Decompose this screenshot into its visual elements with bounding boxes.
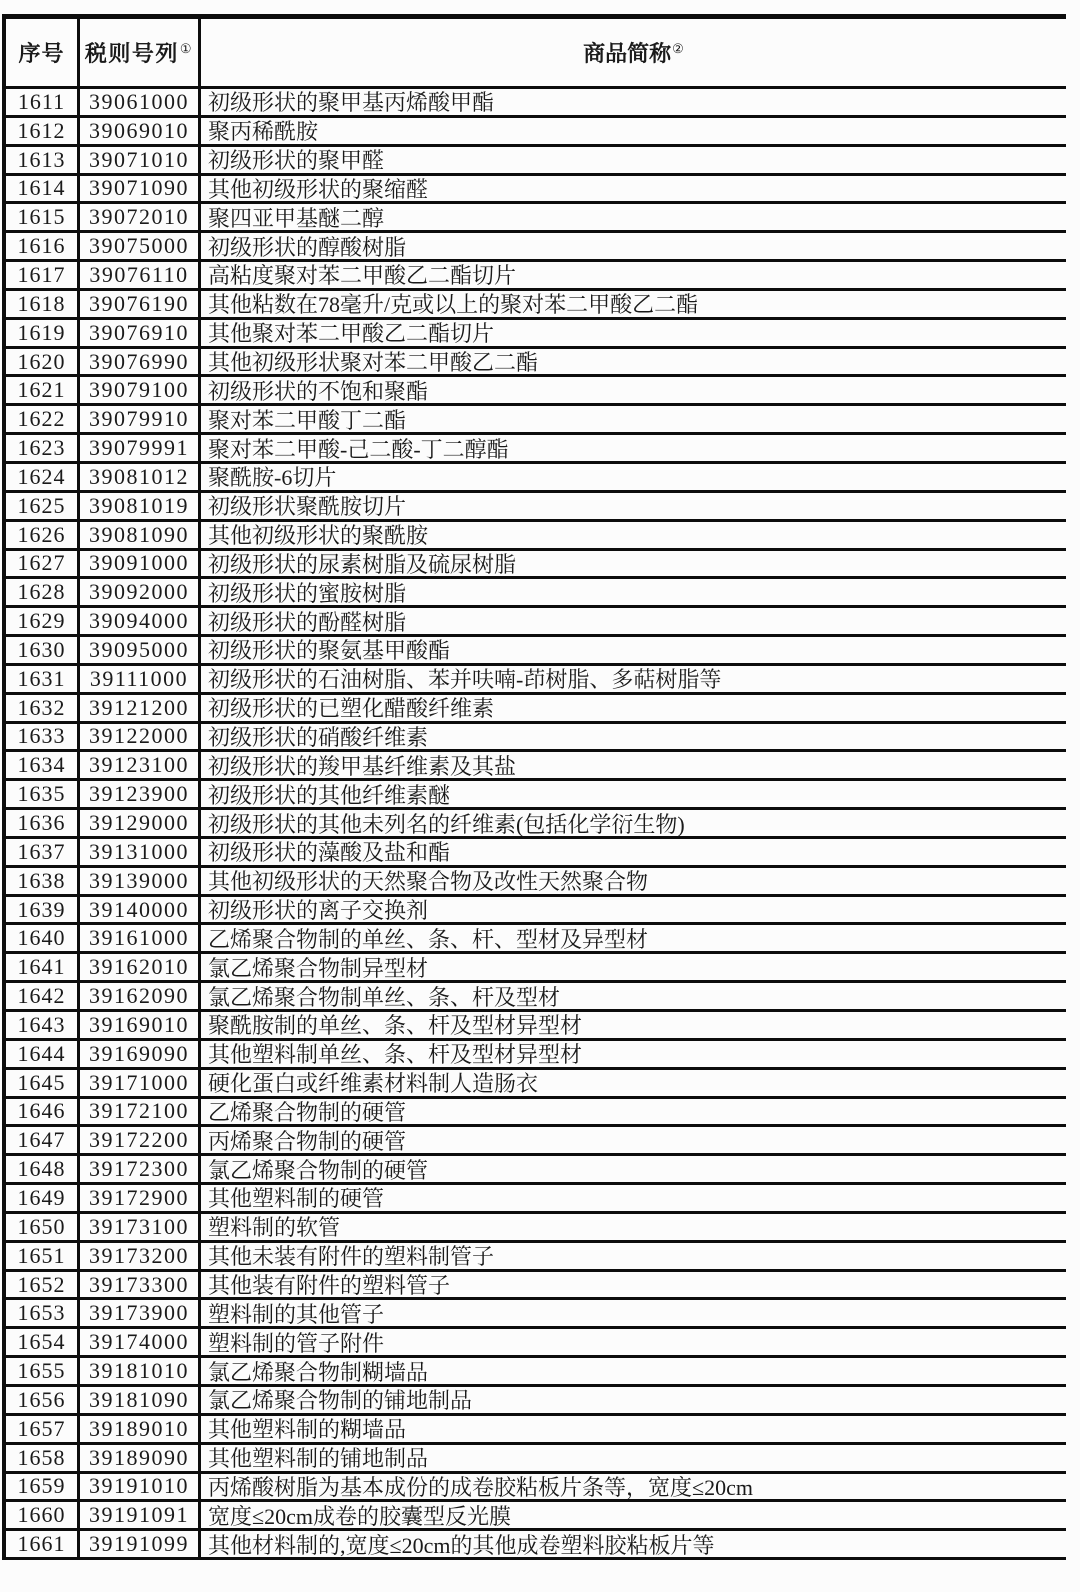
row-code: 39174000 xyxy=(80,1329,201,1355)
table-row xyxy=(6,666,1066,695)
row-code: 39079910 xyxy=(80,406,201,432)
row-no: 1624 xyxy=(6,464,80,490)
row-name: 其他塑料制单丝、条、杆及型材异型材 xyxy=(208,1042,583,1067)
row-code: 39081019 xyxy=(80,493,201,519)
table-row xyxy=(6,579,1066,608)
row-no: 1643 xyxy=(6,1012,80,1038)
row-code: 39181010 xyxy=(80,1358,201,1384)
table-row xyxy=(6,291,1066,320)
table-row xyxy=(6,1070,1066,1099)
row-name: 初级形状的其他未列名的纤维素(包括化学衍生物) xyxy=(208,811,685,836)
row-name: 宽度≤20cm成卷的胶囊型反光膜 xyxy=(208,1503,511,1529)
table-row xyxy=(6,897,1066,926)
row-code: 39123900 xyxy=(80,781,201,807)
row-name: 初级形状的石油树脂、苯并呋喃-茚树脂、多萜树脂等 xyxy=(208,667,722,692)
table-row xyxy=(6,1012,1066,1041)
row-name: 其他粘数在78毫升/克或以上的聚对苯二甲酸乙二酯 xyxy=(208,292,699,317)
table-row xyxy=(6,377,1066,406)
row-code: 39172900 xyxy=(80,1185,201,1211)
row-no: 1627 xyxy=(6,551,80,577)
row-no: 1659 xyxy=(6,1474,80,1500)
row-name: 初级形状的不饱和聚酯 xyxy=(208,378,429,404)
row-code: 39081012 xyxy=(80,464,201,490)
table-body xyxy=(6,89,1066,1560)
row-no: 1634 xyxy=(6,752,80,778)
row-name: 聚对苯二甲酸丁二酯 xyxy=(208,407,407,433)
table-row xyxy=(6,493,1066,522)
row-code: 39181090 xyxy=(80,1387,201,1413)
table-row xyxy=(6,1127,1066,1156)
row-code: 39076990 xyxy=(80,349,201,375)
table-row xyxy=(6,1300,1066,1329)
row-no: 1649 xyxy=(6,1185,80,1211)
row-name: 初级形状聚酰胺切片 xyxy=(208,494,407,519)
row-no: 1638 xyxy=(6,868,80,894)
header-product-name-label: 商品简称 xyxy=(583,41,672,66)
table-row xyxy=(6,1041,1066,1070)
table-row xyxy=(6,781,1066,810)
row-code: 39076910 xyxy=(80,320,201,346)
table-row xyxy=(6,176,1066,205)
row-name: 氯乙烯聚合物制异型材 xyxy=(208,955,429,981)
table-row xyxy=(6,1185,1066,1214)
row-no: 1615 xyxy=(6,204,80,230)
row-code: 39162090 xyxy=(80,983,201,1009)
row-no: 1628 xyxy=(6,579,80,605)
row-code: 39140000 xyxy=(80,897,201,923)
row-name: 氯乙烯聚合物制的硬管 xyxy=(208,1157,429,1183)
row-name: 硬化蛋白或纤维素材料制人造肠衣 xyxy=(208,1071,539,1096)
row-name: 初级形状的蜜胺树脂 xyxy=(208,580,407,606)
row-no: 1613 xyxy=(6,147,80,173)
row-code: 39189090 xyxy=(80,1445,201,1471)
row-no: 1646 xyxy=(6,1099,80,1125)
row-name: 乙烯聚合物制的单丝、条、杆、型材及异型材 xyxy=(208,926,649,952)
table-row xyxy=(6,608,1066,637)
row-name: 初级形状的离子交换剂 xyxy=(208,898,429,923)
table-row xyxy=(6,435,1066,464)
row-no: 1616 xyxy=(6,233,80,259)
row-name: 初级形状的其他纤维素醚 xyxy=(208,782,451,808)
table-row xyxy=(6,868,1066,897)
row-name: 其他初级形状的聚缩醛 xyxy=(208,176,429,202)
table-row xyxy=(6,551,1066,580)
header-tariff-code xyxy=(80,19,201,86)
row-no: 1657 xyxy=(6,1416,80,1442)
row-code: 39169090 xyxy=(80,1041,201,1067)
row-name: 其他塑料制的硬管 xyxy=(208,1186,385,1211)
row-no: 1625 xyxy=(6,493,80,519)
row-code: 39076190 xyxy=(80,291,201,317)
row-name: 初级形状的聚甲醛 xyxy=(208,148,385,173)
row-name: 其他未装有附件的塑料制管子 xyxy=(208,1244,495,1269)
row-no: 1648 xyxy=(6,1156,80,1182)
row-name: 初级形状的藻酸及盐和酯 xyxy=(208,840,451,865)
row-code: 39123100 xyxy=(80,752,201,778)
table-row xyxy=(6,204,1066,233)
table-row xyxy=(6,1416,1066,1445)
row-code: 39121200 xyxy=(80,695,201,721)
table-row xyxy=(6,406,1066,435)
row-code: 39061000 xyxy=(80,89,201,115)
table-row xyxy=(6,752,1066,781)
table-row xyxy=(6,1387,1066,1416)
table-row xyxy=(6,1502,1066,1531)
row-name: 丙烯酸树脂为基本成份的成卷胶粘板片条等，宽度≤20cm xyxy=(208,1474,753,1500)
row-no: 1642 xyxy=(6,983,80,1009)
row-no: 1630 xyxy=(6,637,80,663)
row-no: 1618 xyxy=(6,291,80,317)
row-no: 1631 xyxy=(6,666,80,692)
table-row xyxy=(6,118,1066,147)
table-row xyxy=(6,954,1066,983)
table-row xyxy=(6,1099,1066,1128)
row-name: 初级形状的已塑化醋酸纤维素 xyxy=(208,696,495,721)
row-code: 39171000 xyxy=(80,1070,201,1096)
row-no: 1653 xyxy=(6,1300,80,1326)
row-no: 1633 xyxy=(6,724,80,750)
row-no: 1612 xyxy=(6,118,80,144)
row-no: 1655 xyxy=(6,1358,80,1384)
table-row xyxy=(6,839,1066,868)
row-name: 初级形状的硝酸纤维素 xyxy=(208,724,429,750)
row-name: 初级形状的聚氨基甲酸酯 xyxy=(208,638,451,663)
row-code: 39111000 xyxy=(80,666,201,692)
row-code: 39172200 xyxy=(80,1127,201,1153)
row-name: 乙烯聚合物制的硬管 xyxy=(208,1099,407,1125)
row-no: 1651 xyxy=(6,1243,80,1269)
table-row xyxy=(6,147,1066,176)
row-no: 1652 xyxy=(6,1272,80,1298)
table-row xyxy=(6,522,1066,551)
row-name: 丙烯聚合物制的硬管 xyxy=(208,1128,407,1154)
table-row xyxy=(6,1531,1066,1560)
row-code: 39162010 xyxy=(80,954,201,980)
table-row xyxy=(6,1445,1066,1474)
row-code: 39191099 xyxy=(80,1531,201,1557)
row-no: 1658 xyxy=(6,1445,80,1471)
row-name: 聚酰胺-6切片 xyxy=(208,465,337,490)
table-row xyxy=(6,810,1066,839)
row-no: 1632 xyxy=(6,695,80,721)
row-name: 聚四亚甲基醚二醇 xyxy=(208,205,385,231)
table-row xyxy=(6,983,1066,1012)
row-name: 塑料制的其他管子 xyxy=(208,1301,385,1327)
row-name: 其他塑料制的糊墙品 xyxy=(208,1417,407,1442)
row-code: 39189010 xyxy=(80,1416,201,1442)
row-no: 1647 xyxy=(6,1127,80,1153)
header-tariff-code-label: 税则号列 xyxy=(84,41,179,66)
row-no: 1614 xyxy=(6,176,80,202)
header-serial-number-label: 序号 xyxy=(18,41,65,66)
row-code: 39161000 xyxy=(80,925,201,951)
footnote-1-marker: ① xyxy=(179,41,194,56)
tariff-table xyxy=(2,14,1066,1560)
row-name: 初级形状的酚醛树脂 xyxy=(208,609,407,635)
row-name: 初级形状的羧甲基纤维素及其盐 xyxy=(208,753,517,779)
row-no: 1619 xyxy=(6,320,80,346)
table-row xyxy=(6,1156,1066,1185)
row-name: 初级形状的尿素树脂及硫尿树脂 xyxy=(208,551,517,577)
row-no: 1645 xyxy=(6,1070,80,1096)
row-code: 39081090 xyxy=(80,522,201,548)
row-code: 39173100 xyxy=(80,1214,201,1240)
row-code: 39122000 xyxy=(80,724,201,750)
row-no: 1650 xyxy=(6,1214,80,1240)
row-no: 1656 xyxy=(6,1387,80,1413)
row-code: 39069010 xyxy=(80,118,201,144)
row-name: 氯乙烯聚合物制的铺地制品 xyxy=(208,1388,473,1413)
row-no: 1622 xyxy=(6,406,80,432)
row-code: 39079991 xyxy=(80,435,201,461)
row-code: 39079100 xyxy=(80,377,201,403)
footnote-2-marker: ② xyxy=(672,41,684,56)
row-code: 39173300 xyxy=(80,1272,201,1298)
row-name: 其他初级形状聚对苯二甲酸乙二酯 xyxy=(208,350,539,375)
row-code: 39095000 xyxy=(80,637,201,663)
row-code: 39076110 xyxy=(80,262,201,288)
row-code: 39191091 xyxy=(80,1502,201,1528)
table-row xyxy=(6,262,1066,291)
row-code: 39172300 xyxy=(80,1156,201,1182)
row-name: 其他装有附件的塑料管子 xyxy=(208,1273,451,1298)
row-no: 1636 xyxy=(6,810,80,836)
row-name: 聚对苯二甲酸-己二酸-丁二醇酯 xyxy=(208,436,509,461)
row-no: 1654 xyxy=(6,1329,80,1355)
table-row xyxy=(6,89,1066,118)
table-row xyxy=(6,925,1066,954)
row-no: 1661 xyxy=(6,1531,80,1557)
row-name: 氯乙烯聚合物制单丝、条、杆及型材 xyxy=(208,984,561,1009)
row-no: 1620 xyxy=(6,349,80,375)
row-no: 1637 xyxy=(6,839,80,865)
row-name: 氯乙烯聚合物制糊墙品 xyxy=(208,1359,429,1384)
row-code: 39191010 xyxy=(80,1474,201,1500)
row-no: 1639 xyxy=(6,897,80,923)
table-row xyxy=(6,233,1066,262)
table-row xyxy=(6,1329,1066,1358)
row-no: 1626 xyxy=(6,522,80,548)
row-no: 1640 xyxy=(6,925,80,951)
row-name: 塑料制的软管 xyxy=(208,1215,341,1240)
header-serial-number xyxy=(6,19,80,86)
row-no: 1644 xyxy=(6,1041,80,1067)
row-code: 39075000 xyxy=(80,233,201,259)
row-code: 39071090 xyxy=(80,176,201,202)
table-row xyxy=(6,349,1066,378)
row-no: 1641 xyxy=(6,954,80,980)
row-name: 初级形状的醇酸树脂 xyxy=(208,234,407,260)
table-row xyxy=(6,1243,1066,1272)
row-name: 其他塑料制的铺地制品 xyxy=(208,1446,429,1471)
row-code: 39173200 xyxy=(80,1243,201,1269)
row-no: 1611 xyxy=(6,89,80,115)
row-code: 39091000 xyxy=(80,551,201,577)
table-row xyxy=(6,1358,1066,1387)
table-row xyxy=(6,695,1066,724)
table-row xyxy=(6,1272,1066,1301)
table-row xyxy=(6,320,1066,349)
row-no: 1660 xyxy=(6,1502,80,1528)
table-row xyxy=(6,1474,1066,1503)
row-name: 聚酰胺制的单丝、条、杆及型材异型材 xyxy=(208,1013,583,1038)
row-no: 1623 xyxy=(6,435,80,461)
row-no: 1635 xyxy=(6,781,80,807)
row-no: 1629 xyxy=(6,608,80,634)
table-row xyxy=(6,464,1066,493)
row-no: 1621 xyxy=(6,377,80,403)
table-header-row xyxy=(6,19,1066,89)
row-no: 1617 xyxy=(6,262,80,288)
table-row xyxy=(6,1214,1066,1243)
row-code: 39129000 xyxy=(80,810,201,836)
table-row xyxy=(6,637,1066,666)
row-code: 39092000 xyxy=(80,579,201,605)
row-name: 聚丙稀酰胺 xyxy=(208,119,319,144)
row-code: 39094000 xyxy=(80,608,201,634)
row-name: 初级形状的聚甲基丙烯酸甲酯 xyxy=(208,90,495,115)
row-code: 39072010 xyxy=(80,204,201,230)
row-name: 其他聚对苯二甲酸乙二酯切片 xyxy=(208,321,495,346)
header-product-name xyxy=(201,19,1066,86)
row-code: 39169010 xyxy=(80,1012,201,1038)
row-name: 其他初级形状的天然聚合物及改性天然聚合物 xyxy=(208,869,649,894)
row-name: 高粘度聚对苯二甲酸乙二酯切片 xyxy=(208,263,517,288)
row-name: 其他材料制的,宽度≤20cm的其他成卷塑料胶粘板片等 xyxy=(208,1532,715,1558)
table-row xyxy=(6,724,1066,753)
row-name: 其他初级形状的聚酰胺 xyxy=(208,523,429,548)
row-name: 塑料制的管子附件 xyxy=(208,1330,385,1356)
row-code: 39173900 xyxy=(80,1300,201,1326)
row-code: 39172100 xyxy=(80,1099,201,1125)
row-code: 39131000 xyxy=(80,839,201,865)
row-code: 39139000 xyxy=(80,868,201,894)
row-code: 39071010 xyxy=(80,147,201,173)
